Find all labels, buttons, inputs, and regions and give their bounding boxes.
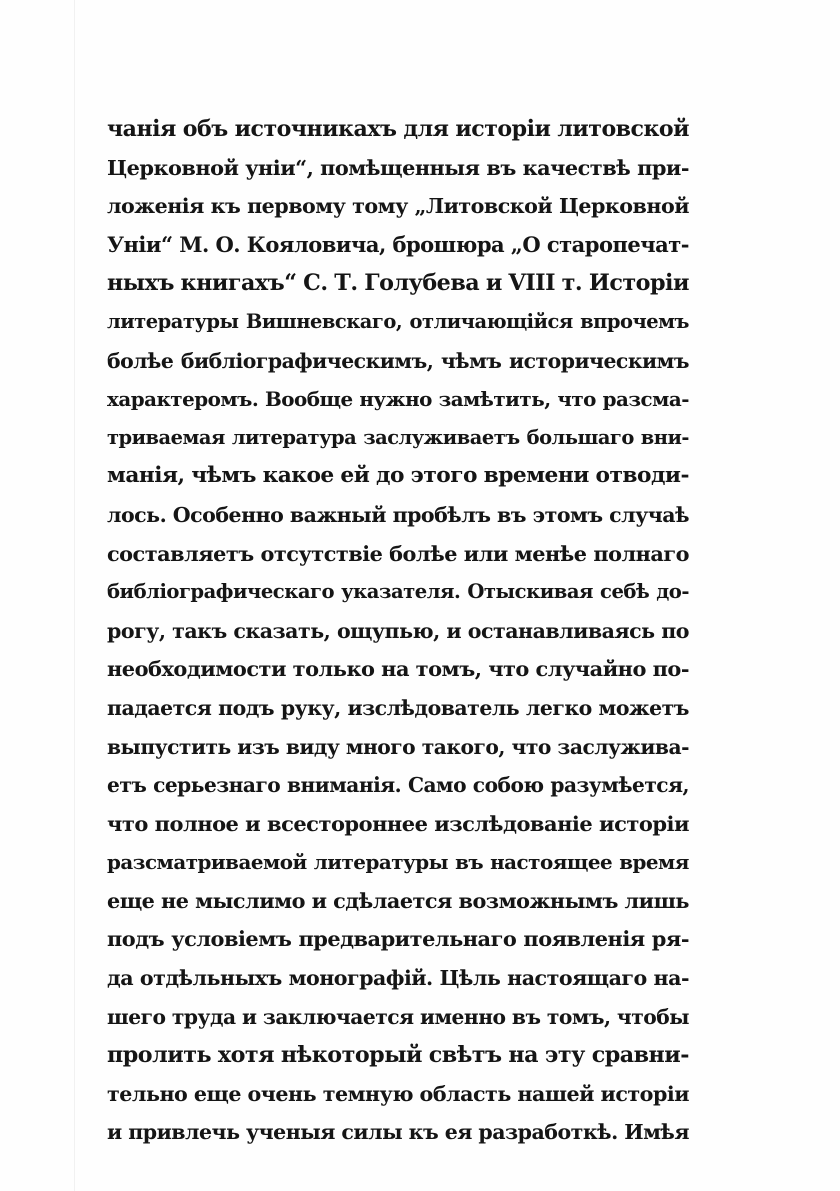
text-line: разсматриваемой литературы въ настоящее время	[107, 850, 689, 875]
text-line: пролить хотя нѣкоторый свѣтъ на эту сравни-	[107, 1042, 689, 1069]
text-line: библіографическаго указателя. Отыскивая себѣ до-	[107, 580, 689, 604]
text-line: чанія объ источникахъ для исторіи литовской	[107, 116, 689, 142]
body-text	[107, 110, 689, 1152]
text-line: триваемая литература заслуживаетъ большаго вни-	[107, 425, 689, 449]
text-line: Уніи“ М. О. Кояловича, брошюра „О старопечат-	[107, 231, 689, 257]
text-line: ложенія къ первому тому „Литовской Церковной	[107, 194, 689, 219]
text-line: характеромъ. Вообще нужно замѣтить, что разсма-	[107, 387, 689, 412]
text-line: и привлечь ученыя силы къ ея разработкѣ. Имѣя	[107, 1120, 689, 1145]
text-line: литературы Вишневскаго, отличающійся впрочемъ	[107, 309, 689, 333]
text-line: тельно еще очень темную область нашей исторіи	[107, 1081, 689, 1106]
text-line: рогу, такъ сказать, ощупью, и останавливаясь по	[107, 618, 689, 643]
text-line: падается подъ руку, изслѣдователь легко можетъ	[107, 695, 689, 720]
text-line: лось. Особенно важный пробѣлъ въ этомъ случаѣ	[107, 502, 689, 527]
text-line: етъ серьезнаго вниманія. Само собою разумѣется,	[107, 773, 689, 798]
text-line: выпустить изъ виду много такого, что заслужива-	[107, 734, 689, 759]
page-edge-line	[74, 0, 75, 1191]
text-line: еще не мыслимо и сдѣлается возможнымъ лишь	[107, 887, 689, 913]
text-line: болѣе библіографическимъ, чѣмъ историческимъ	[107, 348, 689, 373]
text-line: манія, чѣмъ какое ей до этого времени отводи-	[107, 463, 689, 489]
text-line: составляетъ отсутствіе болѣе или менѣе полнаго	[107, 540, 689, 566]
text-line: ныхъ книгахъ“ С. Т. Голубева и VIII т. Исторіи	[107, 270, 689, 297]
text-line: Церковной уніи“, помѣщенныя въ качествѣ при-	[107, 154, 689, 180]
text-line: что полное и всестороннее изслѣдованіе исторіи	[107, 810, 689, 836]
text-line: шего труда и заключается именно въ томъ, чтобы	[107, 1004, 689, 1029]
text-line: подъ условіемъ предварительнаго появленія ря-	[107, 926, 689, 952]
text-line: да отдѣльныхъ монографій. Цѣль настоящаго на-	[107, 966, 689, 991]
text-line: необходимости только на томъ, что случайно по-	[107, 656, 689, 682]
